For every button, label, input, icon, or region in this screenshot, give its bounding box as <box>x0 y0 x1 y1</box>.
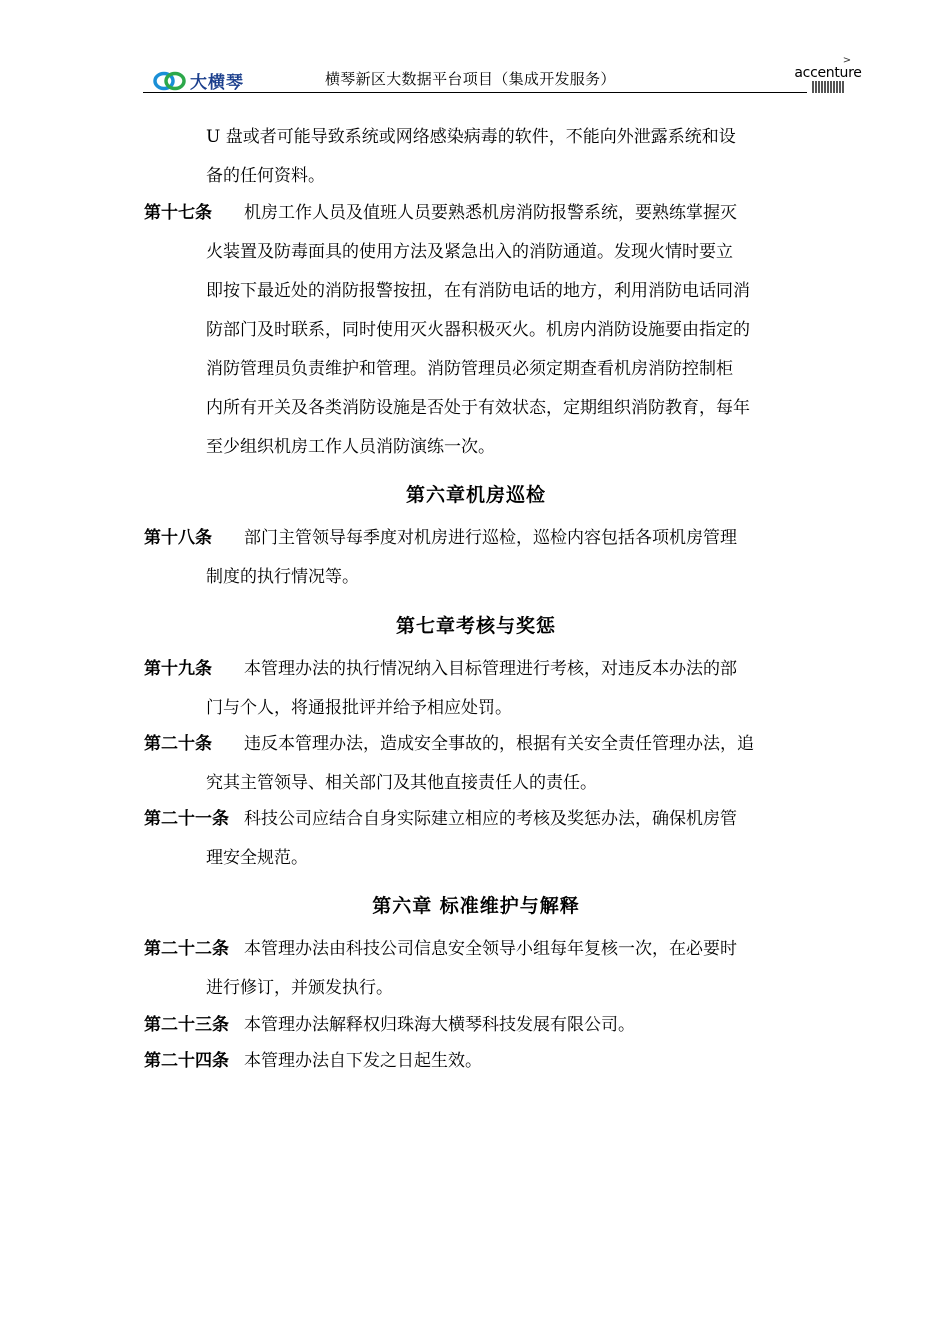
accenture-caret: > <box>842 55 852 66</box>
text-line: 防部门及时联系，同时使用灭火器积极灭火。机房内消防设施要由指定的 <box>206 320 750 340</box>
text-line: 部门主管领导每季度对机房进行巡检，巡检内容包括各项机房管理 <box>244 528 737 548</box>
text-line: 备的任何资料。 <box>206 166 325 186</box>
text-line: 消防管理员负责维护和管理。消防管理员必须定期查看机房消防控制柜 <box>206 359 733 379</box>
article-label: 第十九条 <box>144 659 212 679</box>
article-label: 第二十四条 <box>144 1051 229 1071</box>
text-line: 本管理办法自下发之日起生效。 <box>244 1051 482 1071</box>
continuation-paragraph <box>144 118 808 196</box>
text-line: 至少组织机房工作人员消防演练一次。 <box>206 437 495 457</box>
document-header-title: 横琴新区大数据平台项目（集成开发服务） <box>325 70 616 88</box>
logo-text: 大横琴 <box>190 73 244 93</box>
article-label: 第二十条 <box>144 734 212 754</box>
article-label: 第十七条 <box>144 203 212 223</box>
article-label: 第二十二条 <box>144 939 229 959</box>
text-line: 违反本管理办法，造成安全事故的，根据有关安全责任管理办法，追 <box>244 734 754 754</box>
text-line: 本管理办法的执行情况纳入目标管理进行考核，对违反本办法的部 <box>244 659 737 679</box>
article-21 <box>144 800 808 878</box>
text-line: 本管理办法解释权归珠海大横琴科技发展有限公司。 <box>244 1015 635 1035</box>
article-24 <box>144 1042 808 1081</box>
text-line: 理安全规范。 <box>206 848 308 868</box>
article-label: 第二十一条 <box>144 809 229 829</box>
text-line: 门与个人，将通报批评并给予相应处罚。 <box>206 698 512 718</box>
accenture-logo <box>793 56 863 93</box>
company-logo <box>153 68 244 93</box>
text-line: U 盘或者可能导致系统或网络感染病毒的软件，不能向外泄露系统和设 <box>206 127 736 147</box>
text-line: 制度的执行情况等。 <box>206 567 359 587</box>
chapter-heading: 第七章考核与奖惩 <box>395 615 556 637</box>
accenture-seal-icon <box>812 81 844 93</box>
logo-rings-icon <box>153 71 187 91</box>
text-line: 科技公司应结合自身实际建立相应的考核及奖惩办法，确保机房管 <box>244 809 737 829</box>
chapter-heading: 第六章机房巡检 <box>405 484 546 506</box>
article-23 <box>144 1006 808 1045</box>
text-line: 究其主管领导、相关部门及其他直接责任人的责任。 <box>206 773 597 793</box>
text-line: 进行修订，并颁发执行。 <box>206 978 393 998</box>
article-20 <box>144 725 808 803</box>
text-line: 火装置及防毒面具的使用方法及紧急出入的消防通道。发现火情时要立 <box>206 242 733 262</box>
text-line: 内所有开关及各类消防设施是否处于有效状态，定期组织消防教育，每年 <box>206 398 750 418</box>
article-18 <box>144 519 808 597</box>
text-line: 即按下最近处的消防报警按扭，在有消防电话的地方，利用消防电话同消 <box>206 281 750 301</box>
accenture-wordmark: accenture <box>794 65 862 81</box>
article-22 <box>144 930 808 1008</box>
article-19 <box>144 650 808 728</box>
chapter-heading: 第六章 标准维护与解释 <box>372 895 580 917</box>
header-rule <box>143 92 807 93</box>
article-label: 第二十三条 <box>144 1015 229 1035</box>
article-label: 第十八条 <box>144 528 212 548</box>
text-line: 机房工作人员及值班人员要熟悉机房消防报警系统，要熟练掌握灭 <box>244 203 737 223</box>
text-line: 本管理办法由科技公司信息安全领导小组每年复核一次，在必要时 <box>244 939 737 959</box>
article-17 <box>144 194 808 467</box>
page-header <box>143 56 863 98</box>
